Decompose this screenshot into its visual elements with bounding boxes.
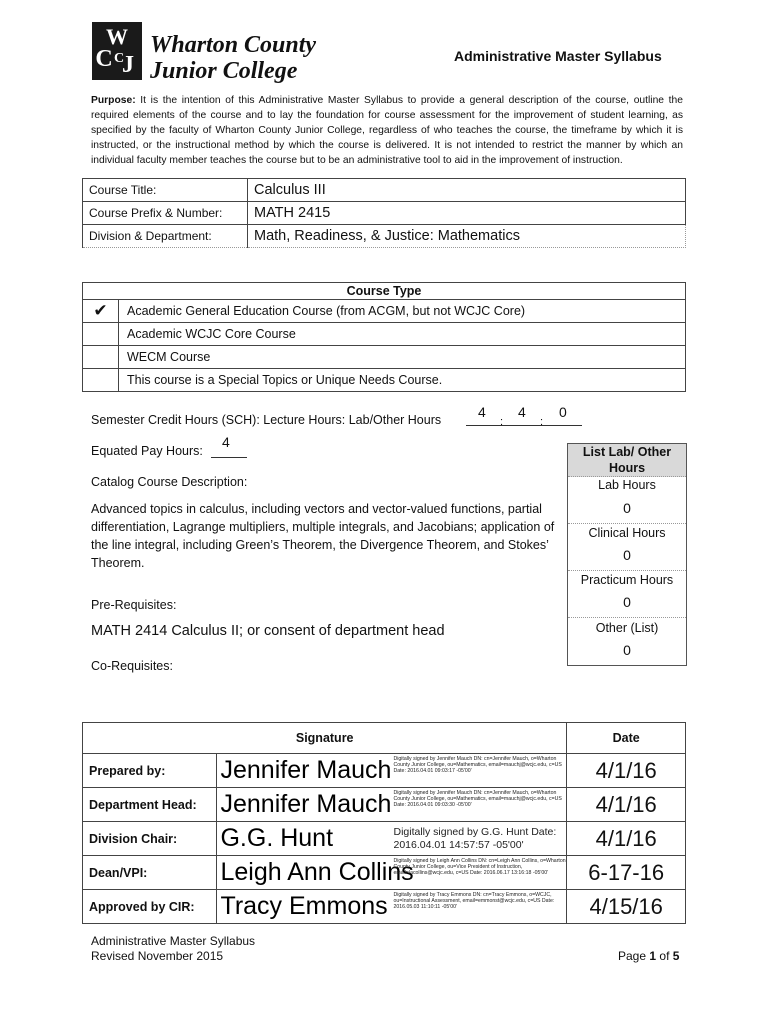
divider [568, 617, 686, 618]
purpose-text: It is the intention of this Administrative Master Syllabus to provide a general description of the course, outline the required elements of the course and to lay the foundation for course assessment for the improvement of student learning, as specified by the faculty of Wharton County Junior College, regardless of who teaches the course, the timeframe by which it is instructed, or the instructional method by which the course is delivered. It is not intended to restrict the manner by which an individual faculty member teaches the course but to be an administrative tool to aid in the improvement of instruction. [91, 95, 683, 166]
sch-underline [466, 425, 582, 426]
signature-date[interactable]: 4/1/16 [567, 822, 686, 856]
division-value: Math, Readiness, & Justice: Mathematics [248, 225, 686, 248]
lab-other-hours-value[interactable]: 0 [559, 404, 567, 420]
course-type-row [83, 323, 686, 346]
course-prefix-value: MATH 2415 [248, 202, 686, 225]
signature-header: Signature [83, 723, 567, 754]
footer [91, 934, 255, 964]
course-type-row [83, 300, 686, 323]
lab-hours-value[interactable]: 0 [623, 500, 631, 516]
course-type-checkbox[interactable] [83, 346, 119, 369]
college-logo [92, 22, 142, 80]
catalog-description: Advanced topics in calculus, including vectors and vector-valued functions, partial differentiation, Lagrange multipliers, multiple integrals, and Jacobians; application of the line integral, including Green’s Theorem, the Divergence Theorem, and Stokes’ Theorem. [91, 502, 555, 570]
purpose-label: Purpose: [91, 95, 136, 106]
svg-text:J: J [122, 52, 134, 78]
sch-label: Semester Credit Hours (SCH): Lecture Hours: Lab/Other Hours [91, 413, 442, 427]
course-prefix-row [83, 202, 686, 225]
signature-date[interactable]: 4/1/16 [567, 754, 686, 788]
course-type-checkbox[interactable] [83, 323, 119, 346]
practicum-hours-label: Practicum Hours [580, 573, 674, 587]
signature-field[interactable] [217, 754, 567, 788]
signature-row [83, 754, 686, 788]
svg-text:C: C [113, 51, 125, 66]
digital-signature-info: Digitally signed by Tracy Emmons DN: cn=Tracy Emmons, o=WCJC, ou=Instructional Assessment, email=emmonst@wcjc.edu, c=US Date: 2016.05.03 11:10:11 -05'00' [393, 892, 555, 910]
signature-row [83, 788, 686, 822]
role-label: Prepared by: [83, 754, 217, 788]
course-type-header: Course Type [83, 283, 686, 300]
course-type-table [82, 282, 686, 392]
purpose-paragraph [91, 93, 683, 168]
course-type-checkbox[interactable]: ✔ [83, 300, 119, 323]
eph-underline [211, 457, 247, 458]
role-label: Approved by CIR: [83, 890, 217, 924]
signer-name: Jennifer Mauch [220, 790, 392, 818]
signature-table [82, 722, 686, 924]
svg-text:W: W [106, 24, 128, 49]
course-title-value: Calculus III [248, 179, 686, 202]
digital-signature-info: Digitally signed by G.G. Hunt Date: 2016.04.01 14:57:57 -05'00' [393, 826, 557, 851]
coreq-label: Co-Requisites: [91, 659, 173, 673]
course-title-label: Course Title: [83, 179, 248, 202]
divider [568, 570, 686, 571]
other-hours-label: Other (List) [595, 621, 659, 635]
course-type-label: This course is a Special Topics or Unique Needs Course. [119, 369, 686, 392]
role-label: Division Chair: [83, 822, 217, 856]
eph-value[interactable]: 4 [222, 434, 230, 450]
prereq-label: Pre-Requisites: [91, 598, 177, 612]
lecture-hours-value[interactable]: 4 [518, 404, 526, 420]
course-info-table [82, 178, 686, 248]
course-type-checkbox[interactable] [83, 369, 119, 392]
course-type-row [83, 369, 686, 392]
course-title-row [83, 179, 686, 202]
lab-box-header: List Lab/ Other Hours [568, 444, 686, 477]
division-label: Division & Department: [83, 225, 248, 248]
signer-name: Jennifer Mauch [220, 756, 392, 784]
date-header: Date [567, 723, 686, 754]
footer-line2: Revised November 2015 [91, 949, 224, 963]
clinical-hours-value[interactable]: 0 [623, 547, 631, 563]
college-name [150, 32, 316, 84]
signature-date[interactable]: 6-17-16 [567, 856, 686, 890]
page-of: of [659, 949, 670, 963]
page-current: 1 [649, 949, 657, 963]
signature-row [83, 890, 686, 924]
signature-row [83, 822, 686, 856]
document-title: Administrative Master Syllabus [454, 48, 662, 64]
eph-label: Equated Pay Hours: [91, 444, 203, 458]
signature-row [83, 856, 686, 890]
lab-hours-box [567, 443, 687, 666]
role-label: Dean/VPI: [83, 856, 217, 890]
other-hours-value[interactable]: 0 [623, 642, 631, 658]
signer-name: Tracy Emmons [220, 892, 388, 920]
signature-date[interactable]: 4/15/16 [567, 890, 686, 924]
divider [568, 523, 686, 524]
svg-text:C: C [95, 46, 113, 72]
role-label: Department Head: [83, 788, 217, 822]
course-type-label: Academic General Education Course (from ACGM, but not WCJC Core) [119, 300, 686, 323]
page-prefix: Page [618, 949, 647, 963]
clinical-hours-label: Clinical Hours [588, 526, 666, 540]
signature-date[interactable]: 4/1/16 [567, 788, 686, 822]
signature-field[interactable] [217, 822, 567, 856]
college-name-line1: Wharton County [150, 32, 317, 58]
course-type-label: WECM Course [119, 346, 686, 369]
signature-field[interactable] [217, 856, 567, 890]
sch-separator: : [500, 416, 504, 428]
digital-signature-info: Digitally signed by Leigh Ann Collins DN: cn=Leigh Ann Collins, o=Wharton County Junior College, ou=Vice President of Instruction, email=lacollins@wcjc.edu, c=US Date: 2016.06.17 13:16:18 -05'00' [393, 858, 566, 876]
sch-value[interactable]: 4 [478, 404, 486, 420]
signature-field[interactable] [217, 788, 567, 822]
signer-name: Leigh Ann Collins [220, 858, 414, 886]
footer-line1: Administrative Master Syllabus [91, 934, 256, 948]
lab-hours-label: Lab Hours [598, 478, 656, 492]
course-type-label: Academic WCJC Core Course [119, 323, 686, 346]
catalog-label: Catalog Course Description: [91, 475, 248, 489]
page-number [618, 949, 679, 963]
division-row [83, 225, 686, 248]
sch-separator: : [540, 416, 544, 428]
practicum-hours-value[interactable]: 0 [623, 594, 631, 610]
signature-field[interactable] [217, 890, 567, 924]
signer-name: G.G. Hunt [220, 824, 334, 852]
page-total: 5 [672, 949, 680, 963]
digital-signature-info: Digitally signed by Jennifer Mauch DN: cn=Jennifer Mauch, o=Wharton County Junior College, ou=Mathematics, email=mauchj@wcjc.edu, c=US Date: 2016.04.01 09:03:17 -05'00' [393, 756, 562, 774]
course-prefix-label: Course Prefix & Number: [83, 202, 248, 225]
prereq-value: MATH 2414 Calculus II; or consent of department head [91, 623, 445, 639]
digital-signature-info: Digitally signed by Jennifer Mauch DN: cn=Jennifer Mauch, o=Wharton County Junior College, ou=Mathematics, email=mauchj@wcjc.edu, c=US Date: 2016.04.01 09:03:30 -05'00' [393, 790, 562, 808]
course-type-row [83, 346, 686, 369]
college-name-line2: Junior College [150, 58, 298, 84]
